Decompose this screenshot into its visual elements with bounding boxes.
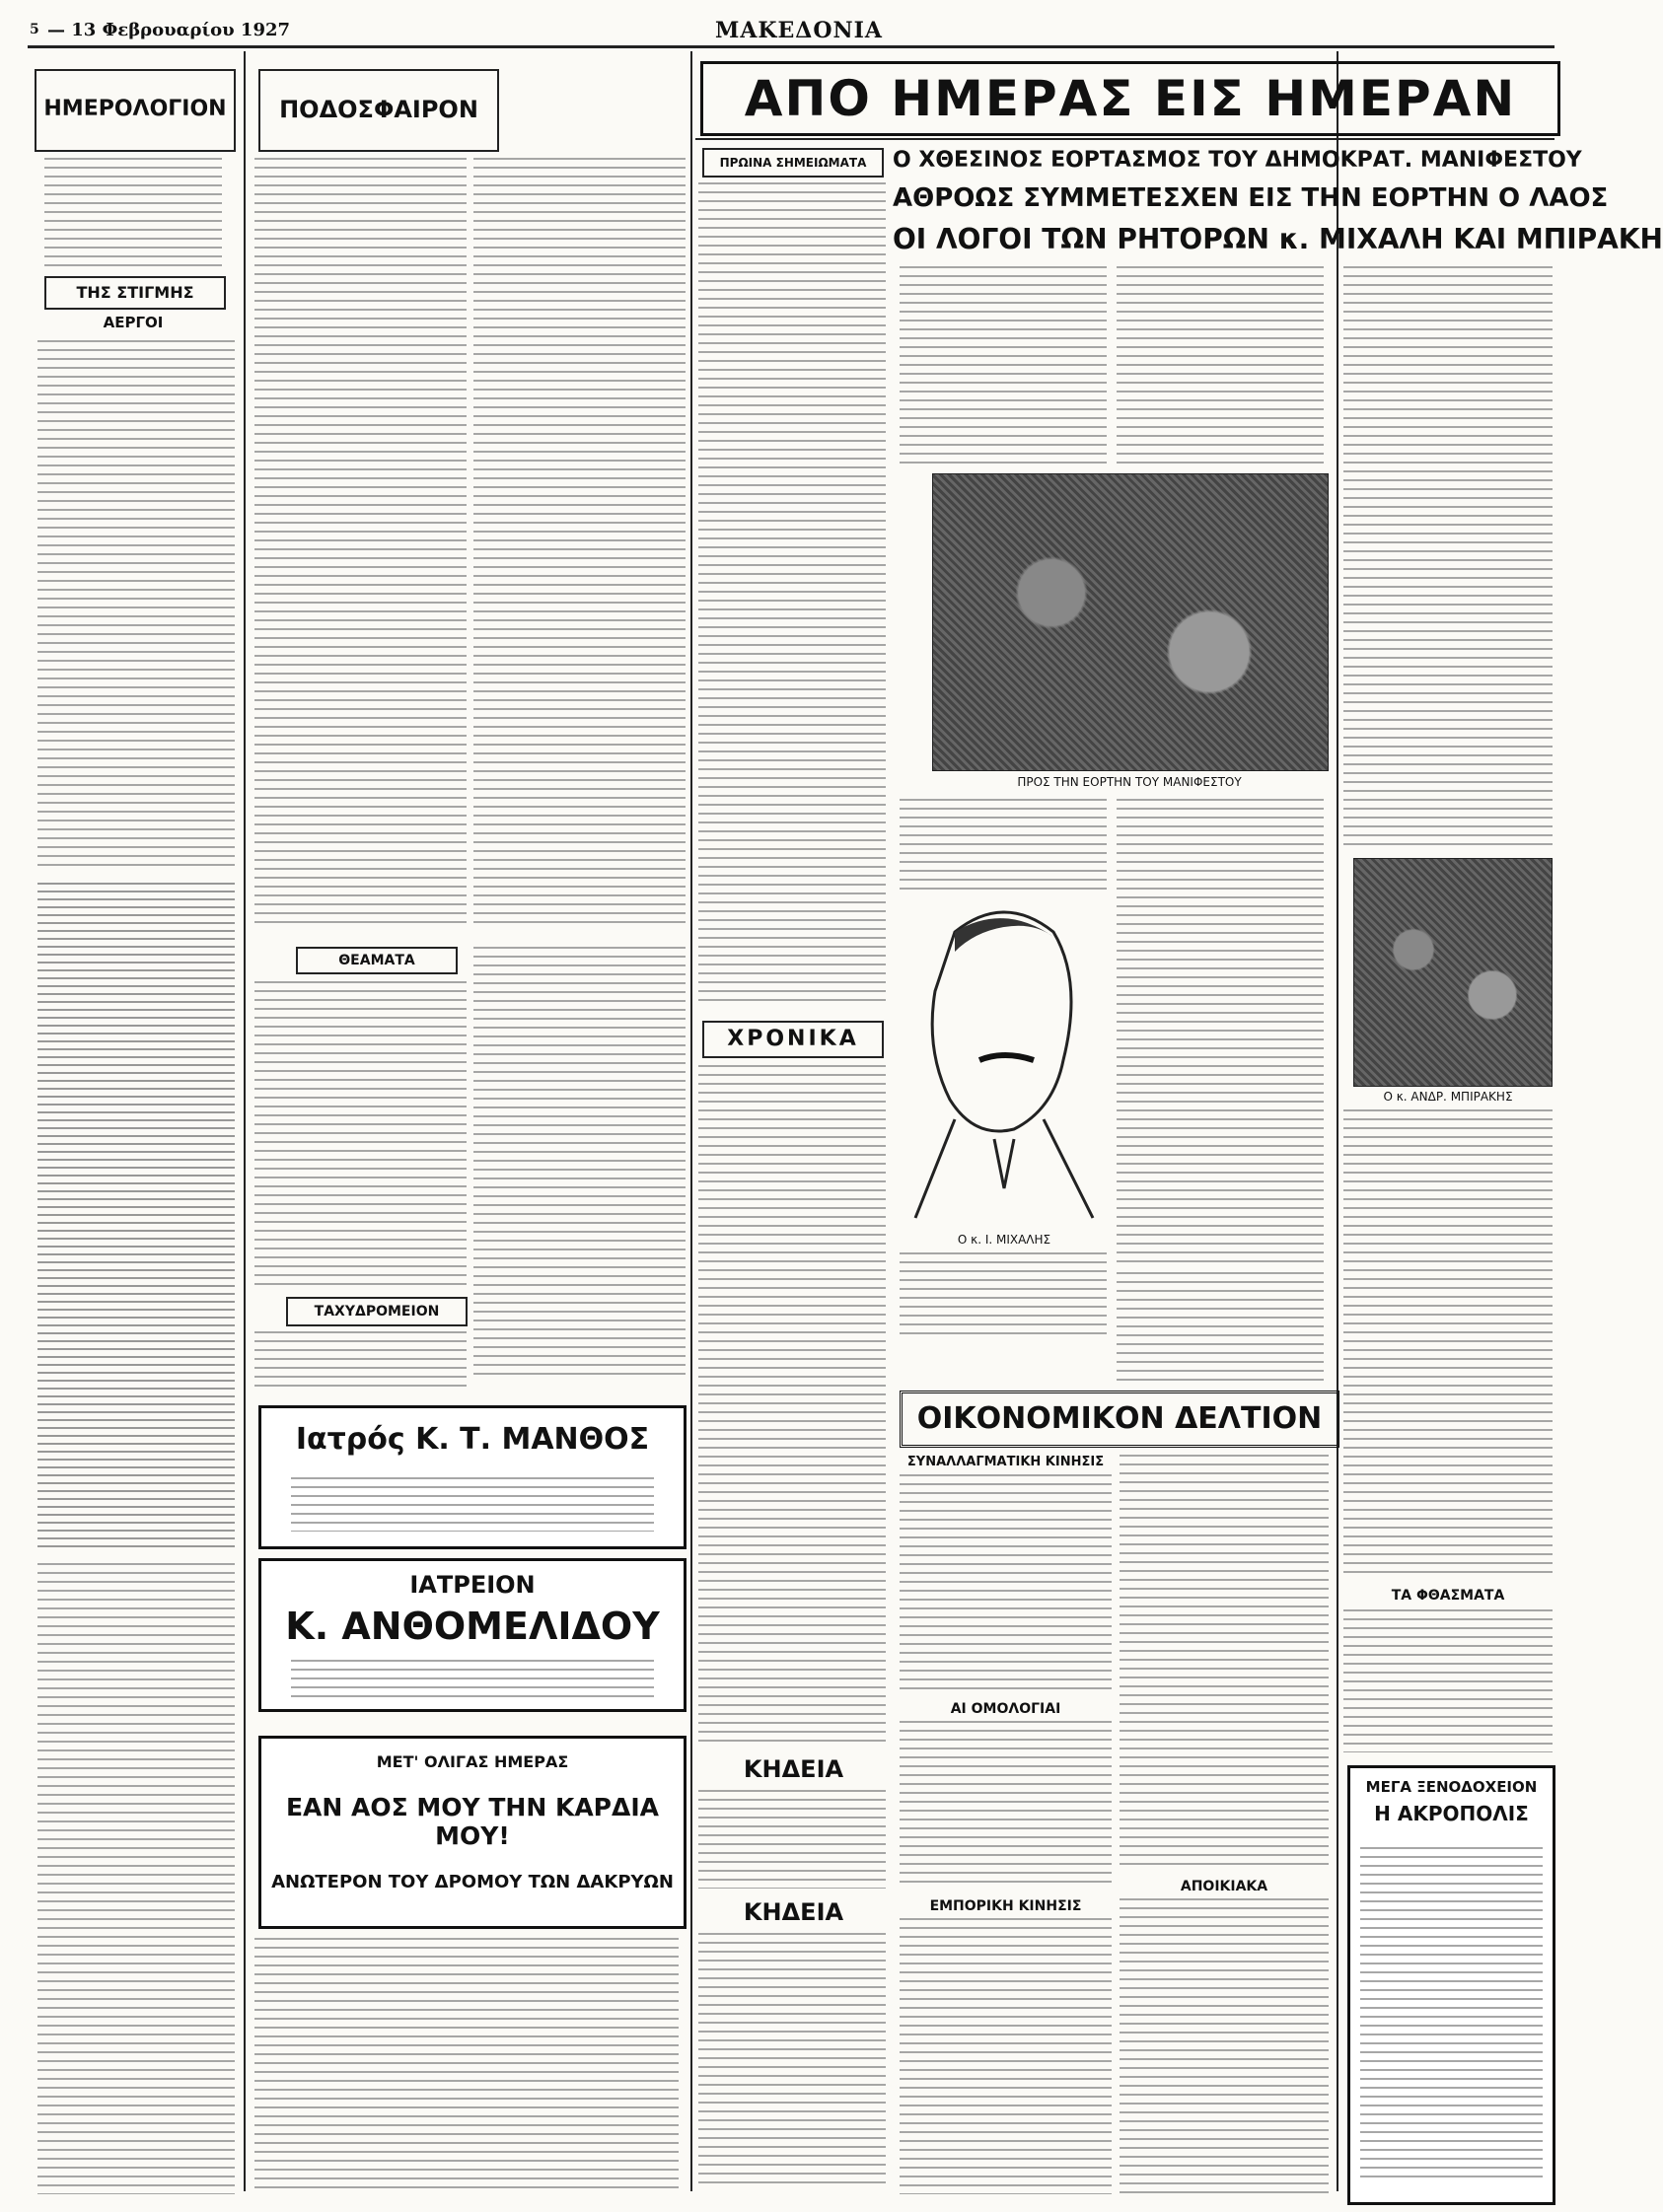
lead-text-6 — [1117, 1272, 1324, 1381]
mixalis-caption: Ο κ. Ι. ΜΙΧΑΛΗΣ — [957, 1233, 1051, 1247]
hotel-ad — [1347, 1765, 1555, 2205]
colonial-text — [1120, 1898, 1329, 2194]
economic-text-right — [1120, 1455, 1329, 1869]
exchange-text — [900, 1474, 1112, 1691]
lead-text-5 — [900, 1252, 1107, 1341]
funeral-header-2: ΚΗΔΕΙΑ — [743, 1898, 844, 1926]
masthead-rule — [28, 45, 1555, 48]
bonds-header: ΑΙ ΟΜΟΛΟΓΙΑΙ — [950, 1701, 1061, 1717]
clinic-ad-text — [291, 1660, 654, 1697]
section-title: ΤΗΣ ΣΤΙΓΜΗΣ — [44, 276, 226, 310]
bonds-text — [900, 1721, 1112, 1889]
lead-text-3 — [900, 799, 1107, 892]
colonial-header: ΑΠΟΙΚΙΑΚΑ — [1180, 1879, 1268, 1894]
mpirakis-photo — [1353, 858, 1553, 1087]
subsection-title: ΑΕΡΓΟΙ — [103, 314, 164, 331]
masthead-title: ΜΑΚΕΔΟΝΙΑ — [714, 18, 883, 43]
portrait-collar — [915, 1119, 1093, 1218]
column-rule-1 — [244, 51, 246, 2191]
portrait-mustache — [979, 1055, 1034, 1060]
chronicle-text — [698, 1065, 886, 1746]
lead-headline-1: Ο ΧΘΕΣΙΝΟΣ ΕΟΡΤΑΣΜΟΣ ΤΟΥ ΔΗΜΟΚΡΑΤ. ΜΑΝΙΦΕΣΤΟΥ — [893, 148, 1582, 173]
masthead-date: — 13 Φεβρουαρίου 1927 — [47, 20, 291, 40]
doctor-name: Ιατρός Κ. Τ. ΜΑΝΘΟΣ — [295, 1422, 650, 1457]
left-column-body-2 — [37, 883, 235, 1553]
portrait-outline — [932, 912, 1071, 1131]
column-rule-2 — [690, 51, 692, 2191]
funeral-header-1: ΚΗΔΕΙΑ — [743, 1755, 844, 1783]
sports-header: ΠΟΔΟΣΦΑΙΡΟΝ — [258, 69, 499, 152]
right-column-text-2 — [1343, 1109, 1553, 1573]
right-column-text-1 — [1343, 266, 1553, 848]
crowd-photo — [932, 473, 1329, 771]
trade-text — [900, 1918, 1112, 2194]
left-column-body-3 — [37, 1563, 235, 2194]
page-number: 5 — [30, 22, 39, 37]
ghosts-text — [1343, 1609, 1553, 1752]
post-header: ΤΑΧΥΔΡΟΜΕΙΟΝ — [286, 1297, 468, 1326]
almanac-box: ΗΜΕΡΟΛΟΓΙΟΝ — [35, 69, 236, 152]
left-column-body-1 — [37, 340, 235, 873]
clinic-title: ΙΑΤΡΕΙΟΝ — [409, 1571, 536, 1599]
hotel-title: ΜΕΓΑ ΞΕΝΟΔΟΧΕΙΟΝ — [1365, 1778, 1538, 1796]
column-rule-3 — [1337, 51, 1338, 2191]
notes-header: ΠΡΩΙΝΑ ΣΗΜΕΙΩΜΑΤΑ — [702, 148, 884, 178]
crowd-photo-caption: ΠΡΟΣ ΤΗΝ ΕΟΡΤΗΝ ΤΟΥ ΜΑΝΙΦΕΣΤΟΥ — [1017, 775, 1242, 789]
theatre-text — [254, 981, 467, 1287]
sports-text-b — [473, 158, 686, 927]
doctor-ad-text — [291, 1477, 654, 1532]
clinic-ad — [258, 1558, 687, 1712]
lead-headline-2: ΑΘΡΟΩΣ ΣΥΜΜΕΤΕΣΧΕΝ ΕΙΣ ΤΗΝ ΕΟΡΤΗΝ Ο ΛΑΟΣ — [893, 183, 1609, 213]
banner-rule — [695, 138, 1555, 140]
film-ad — [258, 1736, 687, 1929]
economic-banner: ΟΙΚΟΝΟΜΙΚΟΝ ΔΕΛΤΙΟΝ — [900, 1391, 1339, 1448]
hotel-name: Η ΑΚΡΟΠΟΛΙΣ — [1374, 1802, 1529, 1825]
clinic-name: Κ. ΑΝΘΟΜΕΛΙΔΟΥ — [285, 1605, 660, 1648]
lead-text-4 — [1117, 799, 1324, 1262]
funeral-text-2 — [698, 1933, 886, 2189]
ghosts-header: ΤΑ ΦΘΑΣΜΑΤΑ — [1391, 1588, 1505, 1604]
theatre-header: ΘΕΑΜΑΤΑ — [296, 947, 458, 974]
doctor-ad — [258, 1405, 687, 1549]
chronicle-header: ΧΡΟΝΙΚΑ — [702, 1021, 884, 1058]
column2-right-text — [473, 947, 686, 1381]
almanac-text — [44, 158, 222, 266]
trade-header: ΕΜΠΟΡΙΚΗ ΚΙΝΗΣΙΣ — [929, 1898, 1082, 1914]
film-pre: ΜΕΤ' ΟΛΙΓΑΣ ΗΜΕΡΑΣ — [376, 1752, 569, 1771]
sports-text-a — [254, 158, 467, 927]
exchange-header: ΣΥΝΑΛΛΑΓΜΑΤΙΚΗ ΚΙΝΗΣΙΣ — [906, 1455, 1105, 1469]
lead-text-1 — [900, 266, 1107, 464]
mixalis-portrait — [896, 892, 1113, 1228]
notes-text — [698, 182, 886, 1001]
funeral-text-1 — [698, 1790, 886, 1889]
lead-text-2 — [1117, 266, 1324, 464]
hotel-ad-text — [1360, 1847, 1543, 2182]
film-subtitle: ΑΝΩΤΕΡΟΝ ΤΟΥ ΔΡΟΜΟΥ ΤΩΝ ΔΑΚΡΥΩΝ — [271, 1872, 674, 1892]
lead-headline-3: ΟΙ ΛΟΓΟΙ ΤΩΝ ΡΗΤΟΡΩΝ κ. ΜΙΧΑΛΗ ΚΑΙ ΜΠΙΡΑΚΗ — [893, 223, 1663, 255]
main-banner: ΑΠΟ ΗΜΕΡΑΣ ΕΙΣ ΗΜΕΡΑΝ — [700, 61, 1560, 136]
column2-bottom-text — [254, 1938, 679, 2194]
mpirakis-caption: Ο κ. ΑΝΔΡ. ΜΠΙΡΑΚΗΣ — [1383, 1090, 1513, 1104]
post-text — [254, 1331, 467, 1391]
film-title: ΕΑΝ ΑΟΣ ΜΟΥ ΤΗΝ ΚΑΡΔΙΑ ΜΟΥ! — [285, 1793, 659, 1850]
